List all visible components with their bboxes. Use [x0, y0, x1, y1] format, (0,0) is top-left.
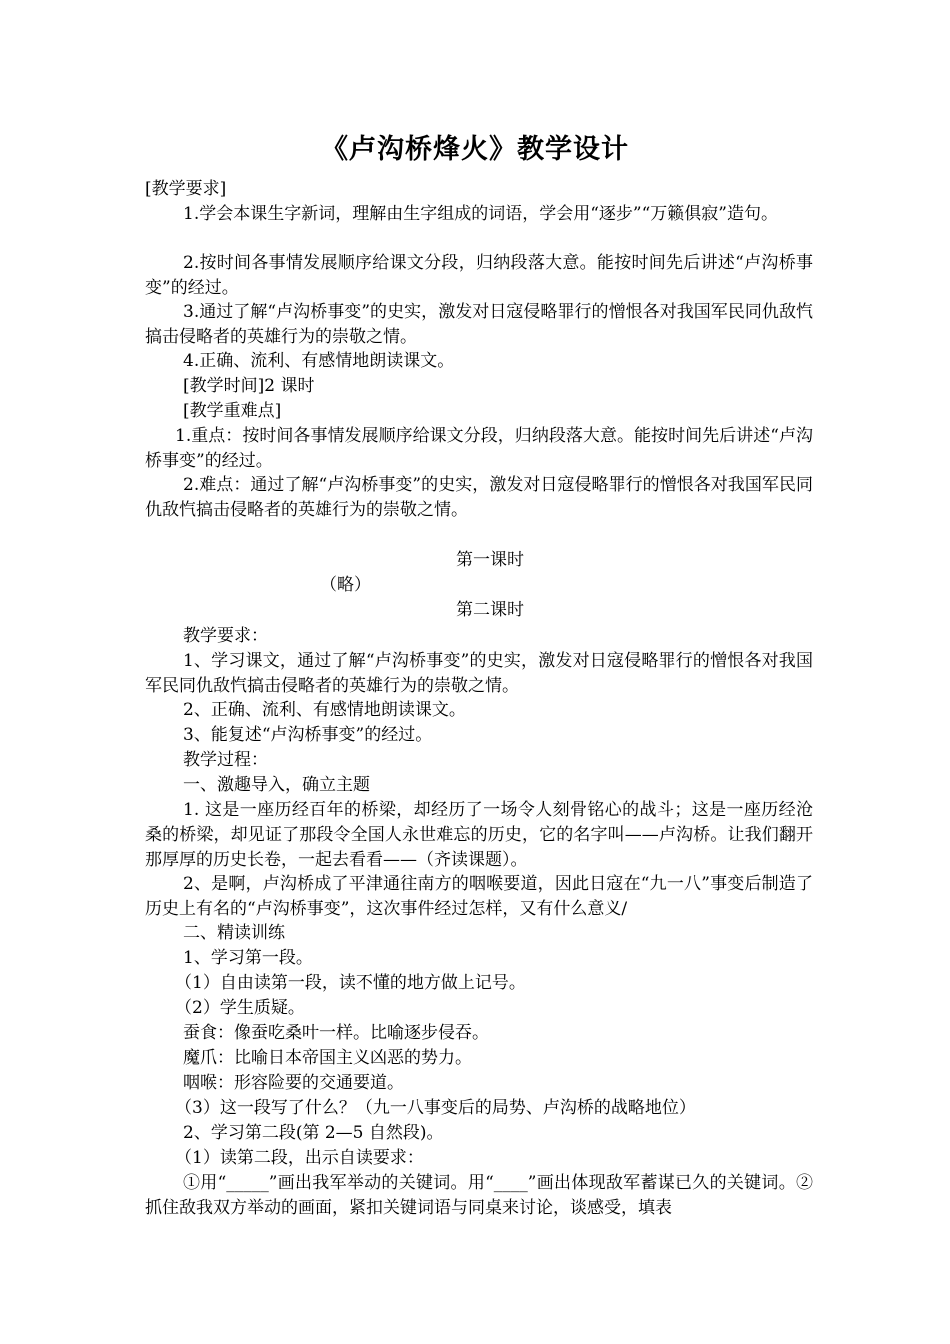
- lesson-1-heading: 第一课时: [456, 550, 524, 570]
- step-2-part-1-item-3: （3）这一段写了什么？（九一八事变后的局势、卢沟桥的战略地位）: [175, 1098, 696, 1118]
- key-point-2: 2.难点：通过了解“卢沟桥事变”的史实，激发对日寇侵略罪行的憎恨各对我国军民同仇敌忾搞击侵略者的英雄行为的崇敬之情。: [145, 475, 813, 520]
- word-explanation-3: 咽喉：形容险要的交通要道。: [183, 1073, 404, 1093]
- requirement-2: 2.按时间各事情发展顺序给课文分段，归纳段落大意。能按时间先后讲述“卢沟桥事变”的经过。: [145, 253, 813, 298]
- step-2-part-2: 2、学习第二段(第 2—5 自然段)。: [183, 1123, 444, 1143]
- requirements-heading: [教学要求]: [145, 179, 227, 199]
- step-1-heading: 一、激趣导入，确立主题: [183, 775, 370, 795]
- step-2-part-1-item-1: （1）自由读第一段，读不懂的地方做上记号。: [175, 973, 526, 993]
- key-point-1: 1.重点：按时间各事情发展顺序给课文分段，归纳段落大意。能按时间先后讲述“卢沟桥事变”的经过。: [145, 426, 813, 471]
- step-2-part-2-instructions: ①用“_____”画出我军举动的关键词。用“____”画出体现敌军蓄谋已久的关键词。②抓住敌我双方举动的画面，紧扣关键词语与同桌来讨论，谈感受，填表: [145, 1173, 813, 1218]
- step-2-heading: 二、精读训练: [183, 923, 285, 943]
- requirement-4: 4.正确、流利、有感情地朗读课文。: [183, 351, 455, 371]
- document-title: 《卢沟桥烽火》教学设计: [321, 134, 629, 165]
- key-points-heading: [教学重难点]: [183, 401, 282, 421]
- lesson-2-requirement-2: 2、正确、流利、有感情地朗读课文。: [183, 700, 466, 720]
- requirement-1: 1.学会本课生字新词，理解由生字组成的词语，学会用“逐步”“万籁俱寂”造句。: [183, 204, 778, 224]
- step-2-part-2-item-1: （1）读第二段，出示自读要求：: [175, 1148, 424, 1168]
- word-explanation-1: 蚕食：像蚕吃桑叶一样。比喻逐步侵吞。: [183, 1023, 489, 1043]
- step-2-part-1-item-2: （2）学生质疑。: [175, 998, 305, 1018]
- step-1-paragraph-2: 2、是啊，卢沟桥成了平津通往南方的咽喉要道，因此日寇在“九一八”事变后制造了历史上有名的“卢沟桥事变”，这次事件经过怎样，又有什么意义/: [145, 874, 813, 919]
- word-explanation-2: 魔爪：比喻日本帝国主义凶恶的势力。: [183, 1048, 472, 1068]
- teaching-time: [教学时间]2 课时: [183, 376, 315, 396]
- lesson-2-requirement-3: 3、能复述“卢沟桥事变”的经过。: [183, 725, 433, 745]
- step-1-paragraph-1: 1. 这是一座历经百年的桥梁，却经历了一场令人刻骨铭心的战斗；这是一座历经沧桑的桥梁，却见证了那段令全国人永世难忘的历史，它的名字叫——卢沟桥。让我们翻开那厚厚的历史长卷，一起去看看——（齐读课题）。: [145, 800, 813, 870]
- lesson-2-requirement-1: 1、学习课文，通过了解“卢沟桥事变”的史实，激发对日寇侵略罪行的憎恨各对我国军民同仇敌忾搞击侵略者的英雄行为的崇敬之情。: [145, 651, 813, 696]
- process-heading: 教学过程：: [183, 750, 268, 770]
- step-2-part-1: 1、学习第一段。: [183, 948, 313, 968]
- lesson-2-heading: 第二课时: [456, 600, 524, 620]
- lesson-1-omitted: （略）: [320, 575, 371, 595]
- lesson-2-requirements-heading: 教学要求：: [183, 626, 268, 646]
- requirement-3: 3.通过了解“卢沟桥事变”的史实，激发对日寇侵略罪行的憎恨各对我国军民同仇敌忾搞击侵略者的英雄行为的崇敬之情。: [145, 302, 813, 347]
